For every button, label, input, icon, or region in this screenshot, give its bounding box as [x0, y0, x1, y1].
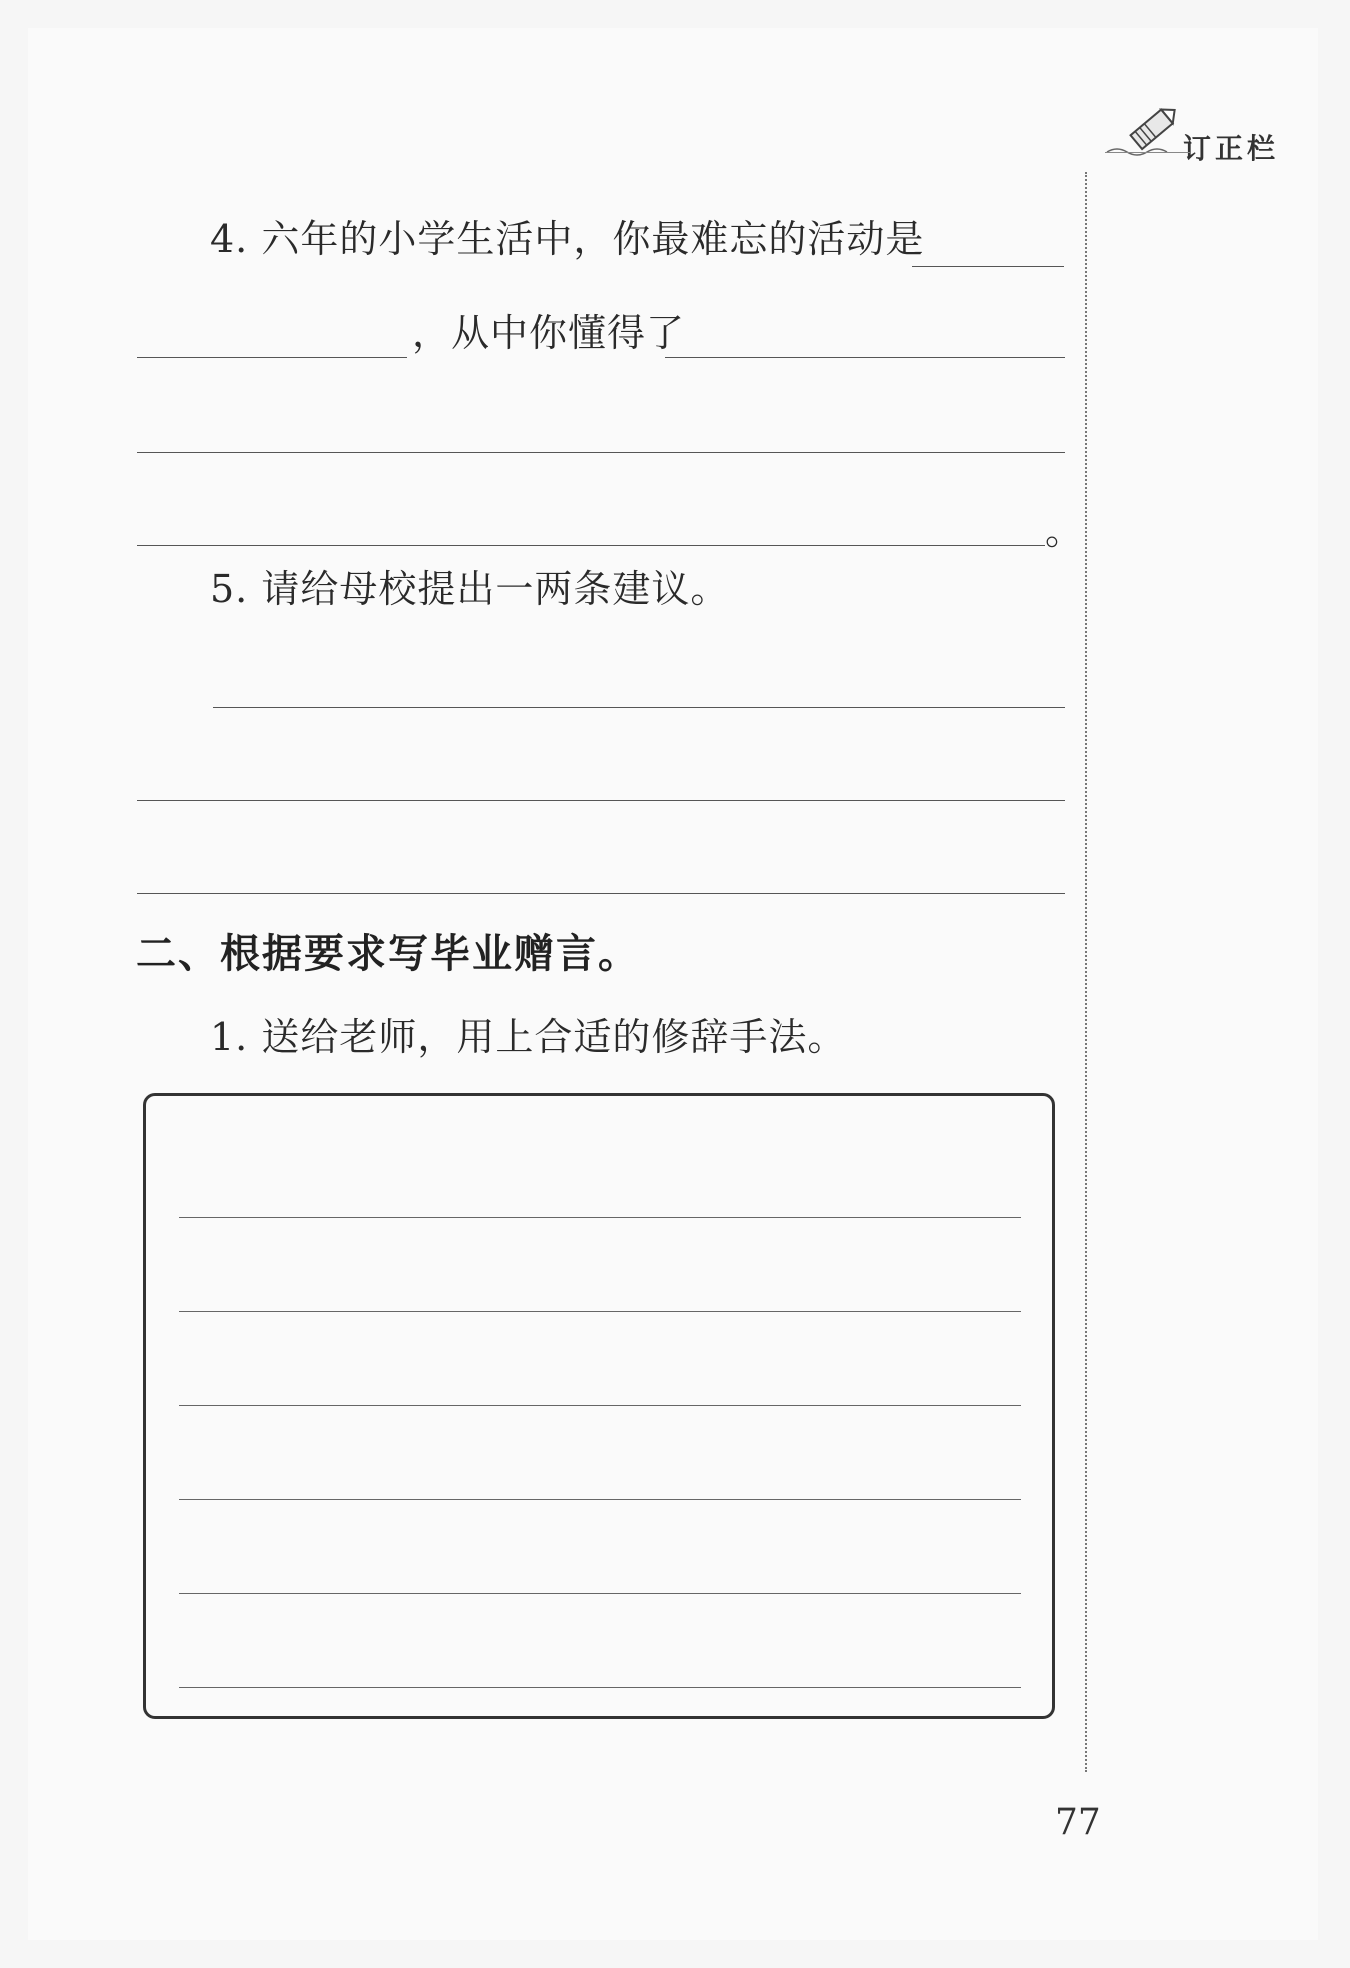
answer-line-5a[interactable] [213, 707, 1065, 708]
question-4-text-cont: ，从中你懂得了 [412, 311, 686, 355]
writing-line-5[interactable] [179, 1593, 1021, 1594]
pencil-on-paper-icon [1105, 102, 1185, 158]
section-2-heading: 二、根据要求写毕业赠言。 [136, 931, 640, 977]
answer-line-4b[interactable] [137, 357, 407, 358]
answer-line-4c[interactable] [665, 357, 1065, 358]
section-2-question-1: 1. 送给老师，用上合适的修辞手法。 [210, 1015, 847, 1059]
writing-line-3[interactable] [179, 1405, 1021, 1406]
writing-line-1[interactable] [179, 1217, 1021, 1218]
answer-line-4a[interactable] [912, 266, 1064, 267]
correction-column-title: 订正栏 [1183, 132, 1280, 165]
answer-line-5b[interactable] [137, 800, 1065, 801]
answer-line-4d[interactable] [137, 452, 1065, 453]
page-number: 77 [1055, 1802, 1101, 1843]
writing-line-2[interactable] [179, 1311, 1021, 1312]
writing-line-6[interactable] [179, 1687, 1021, 1688]
answer-line-4e[interactable] [137, 545, 1045, 546]
question-5-text: 5. 请给母校提出一两条建议。 [210, 567, 730, 611]
writing-box[interactable] [143, 1093, 1055, 1719]
answer-line-5c[interactable] [137, 893, 1065, 894]
correction-column-divider [1085, 172, 1087, 1772]
question-4-text: 4. 六年的小学生活中，你最难忘的活动是 [210, 217, 925, 261]
question-4-end-mark: 。 [1045, 509, 1085, 553]
correction-column-underline [1105, 152, 1190, 153]
writing-line-4[interactable] [179, 1499, 1021, 1500]
